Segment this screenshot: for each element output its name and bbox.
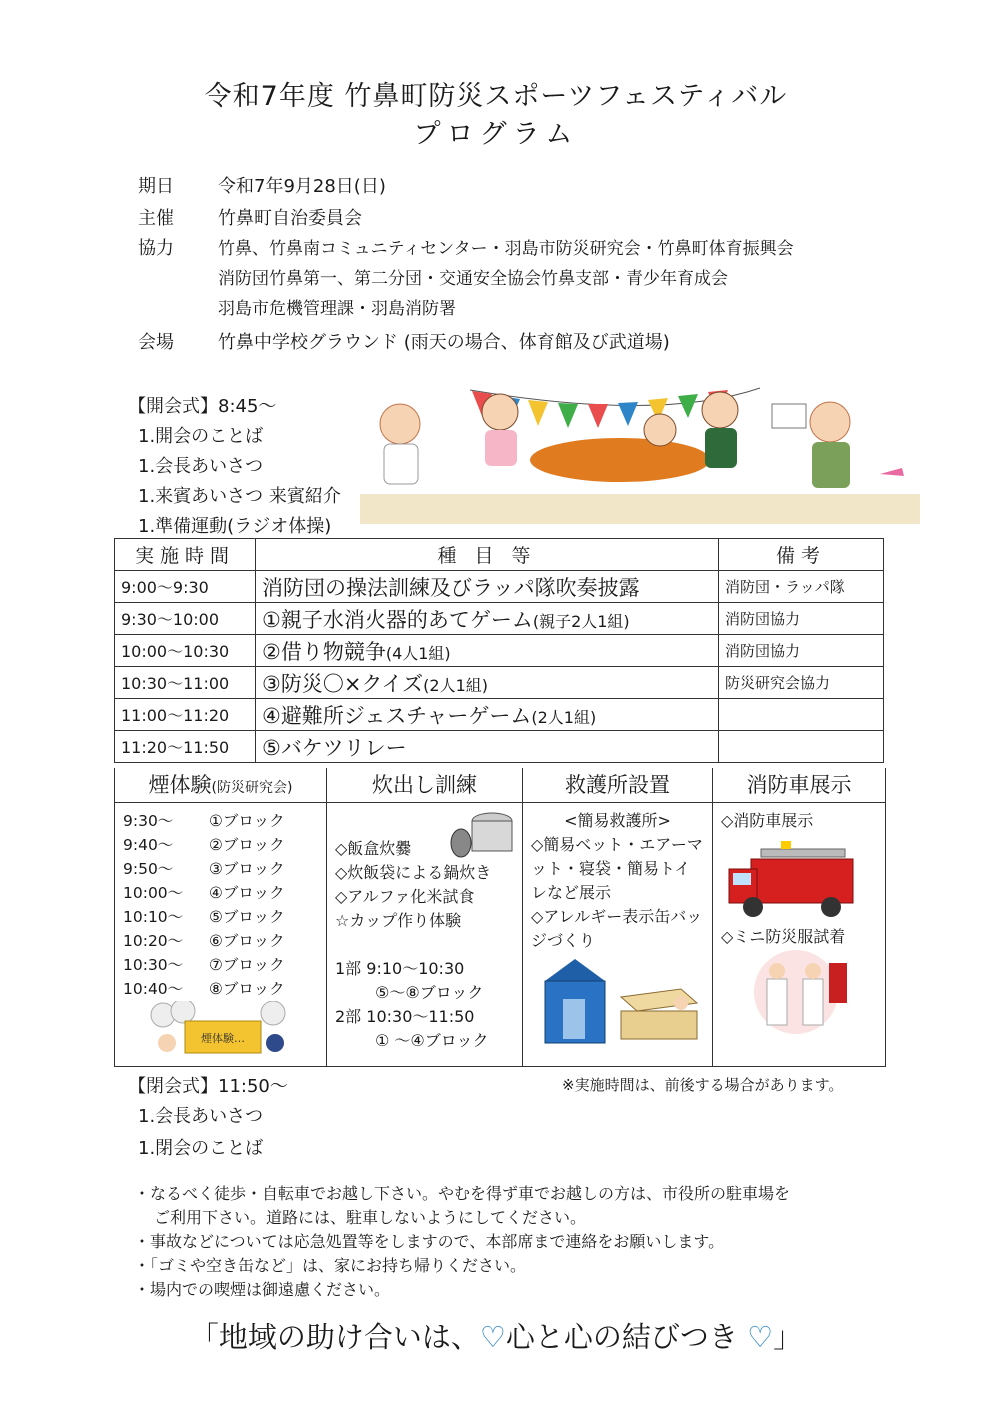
smoke-slot: [123, 929, 318, 953]
truck-wheel: [821, 897, 841, 917]
row-event: [256, 667, 719, 699]
row-time: 10:30～11:00: [115, 667, 256, 699]
heart-icon: ♡: [479, 1320, 506, 1354]
child-body: [705, 428, 737, 468]
flag-blue: [618, 402, 638, 426]
smoke-title-text: 煙体験: [148, 773, 212, 797]
cooking-item: ◇飯盒炊爨: [335, 839, 412, 858]
slot-time: 9:40～: [123, 836, 174, 854]
smoke-slot: [123, 953, 318, 977]
opening-item: 1.会長あいさつ: [138, 456, 264, 477]
cooking-column: [327, 768, 523, 1066]
slot-block: ①ブロック: [209, 812, 285, 830]
cooking-part1: 1部 9:10～10:30: [335, 959, 465, 978]
table-header-row: [115, 539, 884, 571]
background-shape: [829, 963, 847, 1003]
event-name: ④避難所ジェスチャーゲーム: [262, 703, 532, 728]
event-name: 消防団の操法訓練及びラッパ隊吹奏披露: [262, 575, 640, 600]
notes-block: [134, 1182, 790, 1302]
smoke-illustration: [123, 1001, 313, 1057]
firetruck-column: [713, 768, 885, 1066]
slot-block: ⑥ブロック: [209, 932, 285, 950]
activity-boxes: [114, 768, 886, 1067]
smoke-cloud: [171, 1001, 195, 1023]
smoke-slot: [123, 833, 318, 857]
cooking-part2-blocks: ① ～④ブロック: [375, 1031, 489, 1050]
flag-yellow: [528, 400, 548, 426]
kid-uniform: [767, 979, 787, 1025]
venue-label: 会場: [138, 332, 174, 353]
host-label: 主催: [138, 208, 174, 229]
kid-head: [805, 963, 821, 979]
smoke-title: [115, 768, 326, 803]
event-group: (親子2人1組): [532, 611, 630, 631]
slot-block: ③ブロック: [209, 860, 285, 878]
row-event: [256, 699, 719, 731]
firetruck-body: [713, 803, 885, 1041]
firetruck-title: 消防車展示: [713, 768, 885, 803]
note-line: ・「ゴミや空き缶など」は、家にお持ち帰りください。: [134, 1256, 527, 1275]
slot-time: 10:10～: [123, 908, 184, 926]
bed-base: [621, 1011, 697, 1039]
col-header-time: 実施時間: [115, 539, 256, 571]
table-row: [115, 571, 884, 603]
rice-cooker-illustration: [447, 807, 517, 859]
opening-heading: 【開会式】8:45～: [128, 396, 277, 417]
date-label: 期日: [138, 176, 174, 197]
smoke-body: [115, 803, 326, 1063]
firetruck-item: ◇消防車展示: [721, 811, 814, 830]
slot-block: ⑤ブロック: [209, 908, 285, 926]
row-note: 消防団協力: [719, 635, 884, 667]
aid-subtitle: <簡易救護所>: [564, 811, 671, 830]
note-line: ご利用下さい。道路には、駐車しないようにしてください。: [154, 1208, 587, 1227]
child-body: [384, 444, 418, 484]
aid-illustration: [531, 955, 701, 1047]
row-note: 防災研究会協力: [719, 667, 884, 699]
ground-shape: [360, 494, 920, 524]
firetruck-item: ◇ミニ防災服試着: [721, 927, 846, 946]
adult-head: [810, 402, 850, 442]
slot-time: 9:30～: [123, 812, 174, 830]
cooking-part2: 2部 10:30～11:50: [335, 1007, 475, 1026]
baton-shape: [880, 468, 904, 476]
event-name: ③防災〇×クイズ: [262, 671, 424, 696]
person-head: [158, 1034, 176, 1052]
note-line: ・場内での喫煙は御遠慮ください。: [134, 1280, 391, 1299]
table-row: [115, 667, 884, 699]
event-name: ⑤バケツリレー: [262, 735, 407, 760]
cooking-part1-blocks: ⑤～⑧ブロック: [375, 983, 484, 1002]
tent-roof: [545, 959, 605, 981]
smoke-slot: [123, 881, 318, 905]
truck-ladder: [761, 849, 845, 857]
event-group: (2人1組): [531, 707, 597, 727]
smoke-title-note: (防災研究会): [211, 780, 293, 796]
cooking-item: ◇アルファ化米試食: [335, 887, 475, 906]
event-name: ①親子水消火器的あてゲーム: [262, 607, 533, 632]
title-line1: 令和7年度 竹鼻町防災スポーツフェスティバル: [204, 81, 788, 112]
closing-item: 1.閉会のことば: [138, 1138, 264, 1159]
table-row: [115, 731, 884, 763]
coop-line3: 羽島市危機管理課・羽島消防署: [218, 299, 456, 319]
venue-value: 竹鼻中学校グラウンド (雨天の場合、体育館及び武道場): [218, 332, 670, 353]
row-event: [256, 571, 719, 603]
cooking-title: 炊出し訓練: [327, 768, 522, 803]
host-value: 竹鼻町自治委員会: [218, 208, 362, 229]
aid-item: ◇アレルギー表示缶バッジづくり: [531, 907, 703, 950]
slot-block: ②ブロック: [209, 836, 285, 854]
coop-line2: 消防団竹鼻第一、第二分団・交通安全協会竹鼻支部・青少年育成会: [218, 269, 728, 289]
uniform-photo: [721, 949, 871, 1035]
pot-body: [472, 821, 512, 851]
col-header-note: 備考: [719, 539, 884, 571]
smoke-slot: [123, 857, 318, 881]
schedule-table: [114, 538, 884, 763]
opening-item: 1.準備運動(ラジオ体操): [138, 516, 332, 537]
slogan-part3: 」: [773, 1320, 803, 1354]
row-note: [719, 699, 884, 731]
slot-time: 10:20～: [123, 932, 184, 950]
kid-head: [769, 963, 785, 979]
row-time: 9:00～9:30: [115, 571, 256, 603]
mess-tin: [451, 829, 471, 857]
row-note: 消防団協力: [719, 603, 884, 635]
event-group: (4人1組): [385, 643, 451, 663]
timing-note: ※実施時間は、前後する場合があります。: [562, 1076, 844, 1094]
closing-item: 1.会長あいさつ: [138, 1106, 264, 1127]
aid-body: [523, 803, 712, 1053]
slogan: [0, 1315, 992, 1356]
row-time: 9:30～10:00: [115, 603, 256, 635]
slot-time: 10:40～: [123, 980, 184, 998]
opening-item: 1.来賓あいさつ 来賓紹介: [138, 486, 341, 507]
child-head: [644, 414, 676, 446]
truck-window: [733, 873, 751, 885]
row-note: 消防団・ラッパ隊: [719, 571, 884, 603]
slot-time: 10:00～: [123, 884, 184, 902]
truck-siren: [781, 841, 791, 849]
slot-time: 9:50～: [123, 860, 174, 878]
truck-body: [751, 859, 853, 903]
cooking-item: ☆カップ作り体験: [335, 911, 462, 930]
coop-line1: 竹鼻、竹鼻南コミュニティセンター・羽島市防災研究会・竹鼻町体育振興会: [218, 239, 794, 259]
smoke-slot: [123, 809, 318, 833]
note-line: ・なるべく徒歩・自転車でお越し下さい。やむを得ず車でお越しの方は、市役所の駐車場を: [134, 1184, 791, 1203]
child-head: [702, 392, 738, 428]
row-note: [719, 731, 884, 763]
flag-red: [588, 404, 608, 428]
closing-heading: 【閉会式】11:50～: [128, 1076, 288, 1097]
row-time: 11:00～11:20: [115, 699, 256, 731]
cooking-body: [327, 803, 522, 1059]
event-name: ②借り物競争: [262, 639, 386, 664]
cooking-item: ◇炊飯袋による鍋炊き: [335, 863, 492, 882]
patient-head: [674, 996, 688, 1010]
child-head: [380, 404, 420, 444]
slot-block: ⑧ブロック: [209, 980, 285, 998]
fire-truck-illustration: [721, 833, 871, 925]
tent-door: [563, 999, 585, 1039]
event-group: (2人1組): [423, 675, 489, 695]
row-event: [256, 731, 719, 763]
slot-time: 10:30～: [123, 956, 184, 974]
row-event: [256, 635, 719, 667]
coop-label: 協力: [138, 238, 174, 259]
person-head: [266, 1034, 284, 1052]
date-value: 令和7年9月28日(日): [218, 176, 386, 197]
col-header-event: 種 目 等: [256, 539, 719, 571]
flag-green: [678, 394, 698, 418]
aid-item: ◇簡易ベット・エアーマット・寝袋・簡易トイレなど展示: [531, 835, 703, 902]
slot-block: ④ブロック: [209, 884, 285, 902]
table-row: [115, 603, 884, 635]
kids-illustration: [360, 382, 920, 532]
heart-icon: ♡: [737, 1320, 774, 1354]
smoke-sign-text: 煙体験…: [201, 1032, 245, 1045]
smoke-cloud: [261, 1001, 285, 1025]
opening-item: 1.開会のことば: [138, 426, 264, 447]
adult-body: [812, 442, 850, 488]
row-time: 10:00～10:30: [115, 635, 256, 667]
child-head: [482, 394, 518, 430]
slogan-part2: 心と心の結びつき: [505, 1320, 738, 1354]
sign-card: [772, 404, 806, 428]
child-body: [485, 430, 517, 466]
kid-uniform: [803, 979, 823, 1025]
smoke-slot: [123, 905, 318, 929]
smoke-slot: [123, 977, 318, 1001]
table-row: [115, 635, 884, 667]
table-row: [115, 699, 884, 731]
slogan-part1: 「地域の助け合いは、: [189, 1320, 480, 1354]
row-time: 11:20～11:50: [115, 731, 256, 763]
flag-green: [558, 403, 578, 428]
title-line2: プログラム: [413, 119, 579, 150]
smoke-column: [115, 768, 327, 1066]
note-line: ・事故などについては応急処置等をしますので、本部席まで連絡をお願いします。: [134, 1232, 725, 1251]
row-event: [256, 603, 719, 635]
truck-wheel: [743, 897, 763, 917]
stretcher-shape: [530, 438, 710, 482]
aid-column: [523, 768, 713, 1066]
slot-block: ⑦ブロック: [209, 956, 285, 974]
aid-title: 救護所設置: [523, 768, 712, 803]
